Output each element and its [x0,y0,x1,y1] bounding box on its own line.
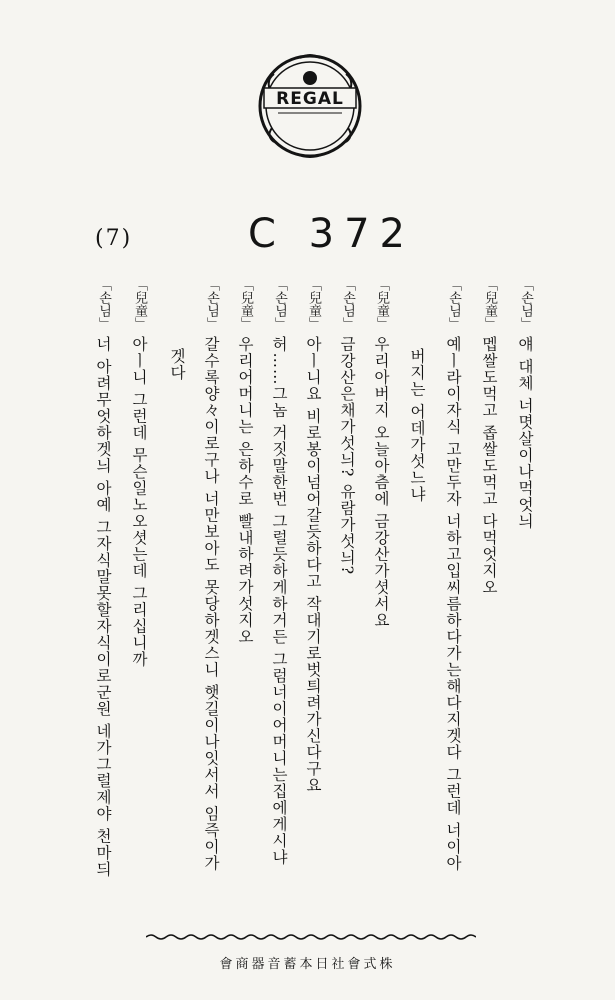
speech-text: 아ㅣ니요 비로봉이넘어갈듯하다고 작대기로벗틔려가신다구요 [304,336,322,794]
logo-brand-text: REGAL [276,89,344,109]
dialogue-column [404,348,430,502]
speaker-label: 「兒童」 [132,278,147,330]
dialogue-column [512,278,538,529]
dialogue-column [300,278,326,793]
speaker-label: 「兒童」 [238,278,253,330]
speaker-label: 「손님」 [340,278,355,330]
speech-text: 예ㅣ라이자식 고만두자 너하고입씨름하다가는해다지겟다 그런데 너이아 [444,336,462,872]
publisher-footer: 會商器音蓄本日社會式株 [219,957,396,972]
dialogue-column [232,278,258,645]
page-number: (7) [95,226,133,251]
dialogue-column [164,348,190,381]
speech-text: 멥쌀도먹고 좁쌀도먹고 다먹엇지오 [480,336,498,596]
catalog-number: C 372 [248,211,415,257]
dialogue-column [126,278,152,667]
speaker-label: 「손님」 [272,278,287,330]
speech-text: 얘 대체 너몃살이나먹엇늬 [516,336,534,530]
dialogue-column [198,278,224,871]
speaker-label: 「兒童」 [482,278,497,330]
regal-emblem-icon [303,71,317,85]
speech-text: 금강산은채가섯늬? 유람가섯늬? [338,336,356,576]
speaker-label: 「손님」 [96,278,111,330]
speech-text: 겟다 [168,348,186,381]
speaker-label: 「兒童」 [306,278,321,330]
dialogue-column [334,278,360,575]
speaker-label: 「손님」 [446,278,461,330]
speech-text: 버지는 어데가섯느냐 [408,348,426,503]
speech-text: 우리아버지 오늘아츰에 금강산가셧서요 [372,336,390,629]
dialogue-column [440,278,466,871]
speaker-label: 「손님」 [204,278,219,330]
regal-logo [256,50,364,162]
speaker-label: 「兒童」 [374,278,389,330]
wavy-divider [146,933,476,941]
speaker-label: 「손님」 [518,278,533,330]
speech-text: 허……그놈 거짓말한번 그럴듯하게하거든 그럼너이어머니는집에게시냐 [270,336,288,866]
speech-text: 너 아려무엇하겟늬 아예 그자식말못할자식이로군원 네가그럴제야 천마듸 [94,336,112,878]
dialogue-column [476,278,502,595]
speech-text: 우리어머니는 은하수로 빨내하려가섯지오 [236,336,254,645]
speech-text: 갈수록양々이로구나 너만보아도 못당하겟스니 햇길이나잇서서 임즉이가 [202,336,220,872]
dialogue-column [90,278,116,877]
speech-text: 아ㅣ니 그런데 무슨일노오셧는데 그리십니까 [130,336,148,668]
dialogue-column [266,278,292,865]
dialogue-column [368,278,394,628]
